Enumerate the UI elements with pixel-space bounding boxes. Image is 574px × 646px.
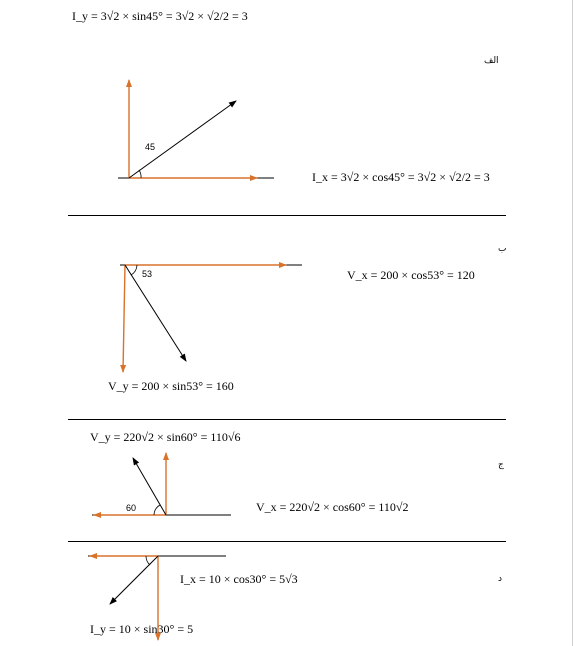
resultant-vector-b [125, 265, 186, 361]
eq-vy-section-b: V_y = 200 × sin53° = 160 [108, 379, 234, 393]
resultant-vector-c [133, 458, 166, 515]
eq-vx-section-b: V_x = 200 × cos53° = 120 [347, 268, 475, 282]
resultant-vector-d [110, 556, 158, 604]
eq-iy-section-d: I_y = 10 × sin30° = 5 [90, 622, 194, 636]
eq-ix-section-d: I_x = 10 × cos30° = 5√3 [180, 572, 298, 586]
figure-d [88, 556, 226, 640]
figure-b [120, 265, 302, 372]
angle-label-a: 45 [145, 142, 156, 152]
marker-alef: الف [484, 56, 499, 66]
eq-iy-section-a: I_y = 3√2 × sin45° = 3√2 × √2/2 = 3 [72, 9, 248, 23]
angle-arc-c [154, 505, 160, 515]
eq-vx-section-c: V_x = 220√2 × cos60° = 110√2 [256, 500, 409, 514]
angle-arc-a [139, 170, 141, 178]
marker-dal: د [498, 574, 503, 584]
eq-vy-section-c: V_y = 220√2 × sin60° = 110√6 [90, 430, 241, 444]
marker-jim: ج [498, 460, 504, 470]
vy-component-arrow [123, 265, 125, 372]
figure-c [92, 453, 231, 515]
angle-arc-d [146, 556, 150, 565]
angle-label-b: 53 [142, 269, 153, 279]
resultant-vector-a [129, 101, 236, 178]
eq-ix-section-a: I_x = 3√2 × cos45° = 3√2 × √2/2 = 3 [312, 170, 490, 184]
marker-be: ب [498, 244, 507, 254]
angle-label-c: 60 [126, 503, 137, 513]
figure-a [118, 80, 274, 178]
angle-arc-b [131, 265, 137, 275]
